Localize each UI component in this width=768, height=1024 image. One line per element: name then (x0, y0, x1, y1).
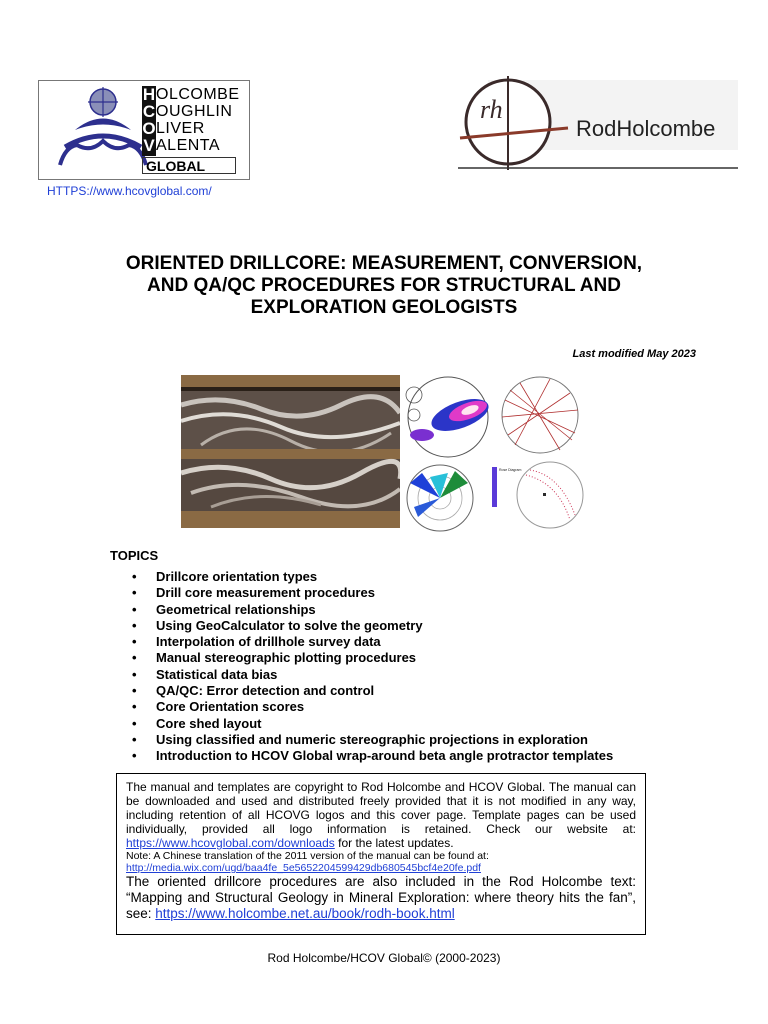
copyright-text: The manual and templates are copyright to Rod Holcombe and HCOV Global. The manual can be downloaded and used and distributed freely provided that it is not modified in any way, including retention of all HCOVG logos and this cover page. Template pages can be used individually, provided all logo information is retained. Check our website at: (126, 780, 636, 836)
topic-item: • Core shed layout (132, 716, 613, 732)
copyright-paragraph (126, 780, 636, 850)
stereonet-images (400, 375, 590, 532)
hcov-letter-v: V (143, 136, 155, 155)
topic-item: • Introduction to HCOV Global wrap-around beta angle protractor templates (132, 748, 613, 764)
book-link[interactable]: https://www.holcombe.net.au/book/rodh-book.html (155, 906, 455, 921)
topic-item: • Drill core measurement procedures (132, 585, 613, 601)
last-modified: Last modified May 2023 (572, 348, 696, 360)
topic-item: • Using GeoCalculator to solve the geometry (132, 618, 613, 634)
translation-link[interactable]: http://media.wix.com/ugd/baa4fe_5e5652204599429db680545bcf4e20fe.pdf (126, 862, 481, 874)
topic-item: • Geometrical relationships (132, 602, 613, 618)
hcov-word-liver: LIVER (156, 120, 205, 137)
hcov-global-label: GLOBAL (142, 157, 236, 174)
topic-item: • Statistical data bias (132, 667, 613, 683)
copyright-notice-box (116, 773, 646, 935)
topic-item: • Core Orientation scores (132, 699, 613, 715)
translation-link-line (126, 862, 636, 874)
hcov-initials (142, 86, 156, 156)
topic-item: • QA/QC: Error detection and control (132, 683, 613, 699)
topic-item: • Using classified and numeric stereographic projections in exploration (132, 732, 613, 748)
footer-copyright: Rod Holcombe/HCOV Global© (2000-2023) (267, 951, 501, 965)
topic-item: • Manual stereographic plotting procedures (132, 650, 613, 666)
hcov-letter-h: H (142, 85, 156, 104)
topic-item: • Drillcore orientation types (132, 569, 613, 585)
topics-list (132, 569, 613, 765)
rod-holcombe-logo (458, 76, 738, 172)
hcov-figure-icon (57, 85, 155, 171)
copyright-text-end: for the latest updates. (334, 836, 454, 850)
rod-holcombe-name: RodHolcombe (576, 116, 716, 141)
hcov-word-alenta: ALENTA (156, 137, 221, 154)
hcov-global-logo (38, 80, 250, 180)
downloads-link[interactable]: https://www.hcovglobal.com/downloads (126, 836, 335, 850)
topic-item: • Interpolation of drillhole survey data (132, 634, 613, 650)
hcov-letter-o: O (142, 119, 156, 138)
svg-text:Rose Diagram: Rose Diagram (499, 468, 522, 472)
drillcore-photo (181, 375, 400, 528)
document-title (100, 253, 668, 319)
hcov-letter-c: C (142, 102, 156, 121)
title-line-1: ORIENTED DRILLCORE: MEASUREMENT, CONVERSION, (125, 253, 643, 274)
book-text: The oriented drillcore procedures are also included in the Rod Holcombe text: “Mapping and Structural Geology in Mineral Exploration: where theory hits the fan”, see: (126, 874, 636, 921)
book-paragraph (126, 874, 636, 922)
title-line-3: EXPLORATION GEOLOGISTS (250, 297, 518, 318)
hcov-word-oughlin: OUGHLIN (156, 103, 233, 120)
topics-heading: TOPICS (110, 548, 159, 563)
svg-text:rh: rh (480, 95, 503, 124)
hcov-website-link[interactable]: HTTPS://www.hcovglobal.com/ (47, 184, 212, 198)
hcov-word-olcombe: OLCOMBE (156, 86, 240, 103)
translation-note: Note: A Chinese translation of the 2011 version of the manual can be found at: (126, 850, 489, 862)
title-line-2: AND QA/QC PROCEDURES FOR STRUCTURAL AND (147, 275, 621, 296)
